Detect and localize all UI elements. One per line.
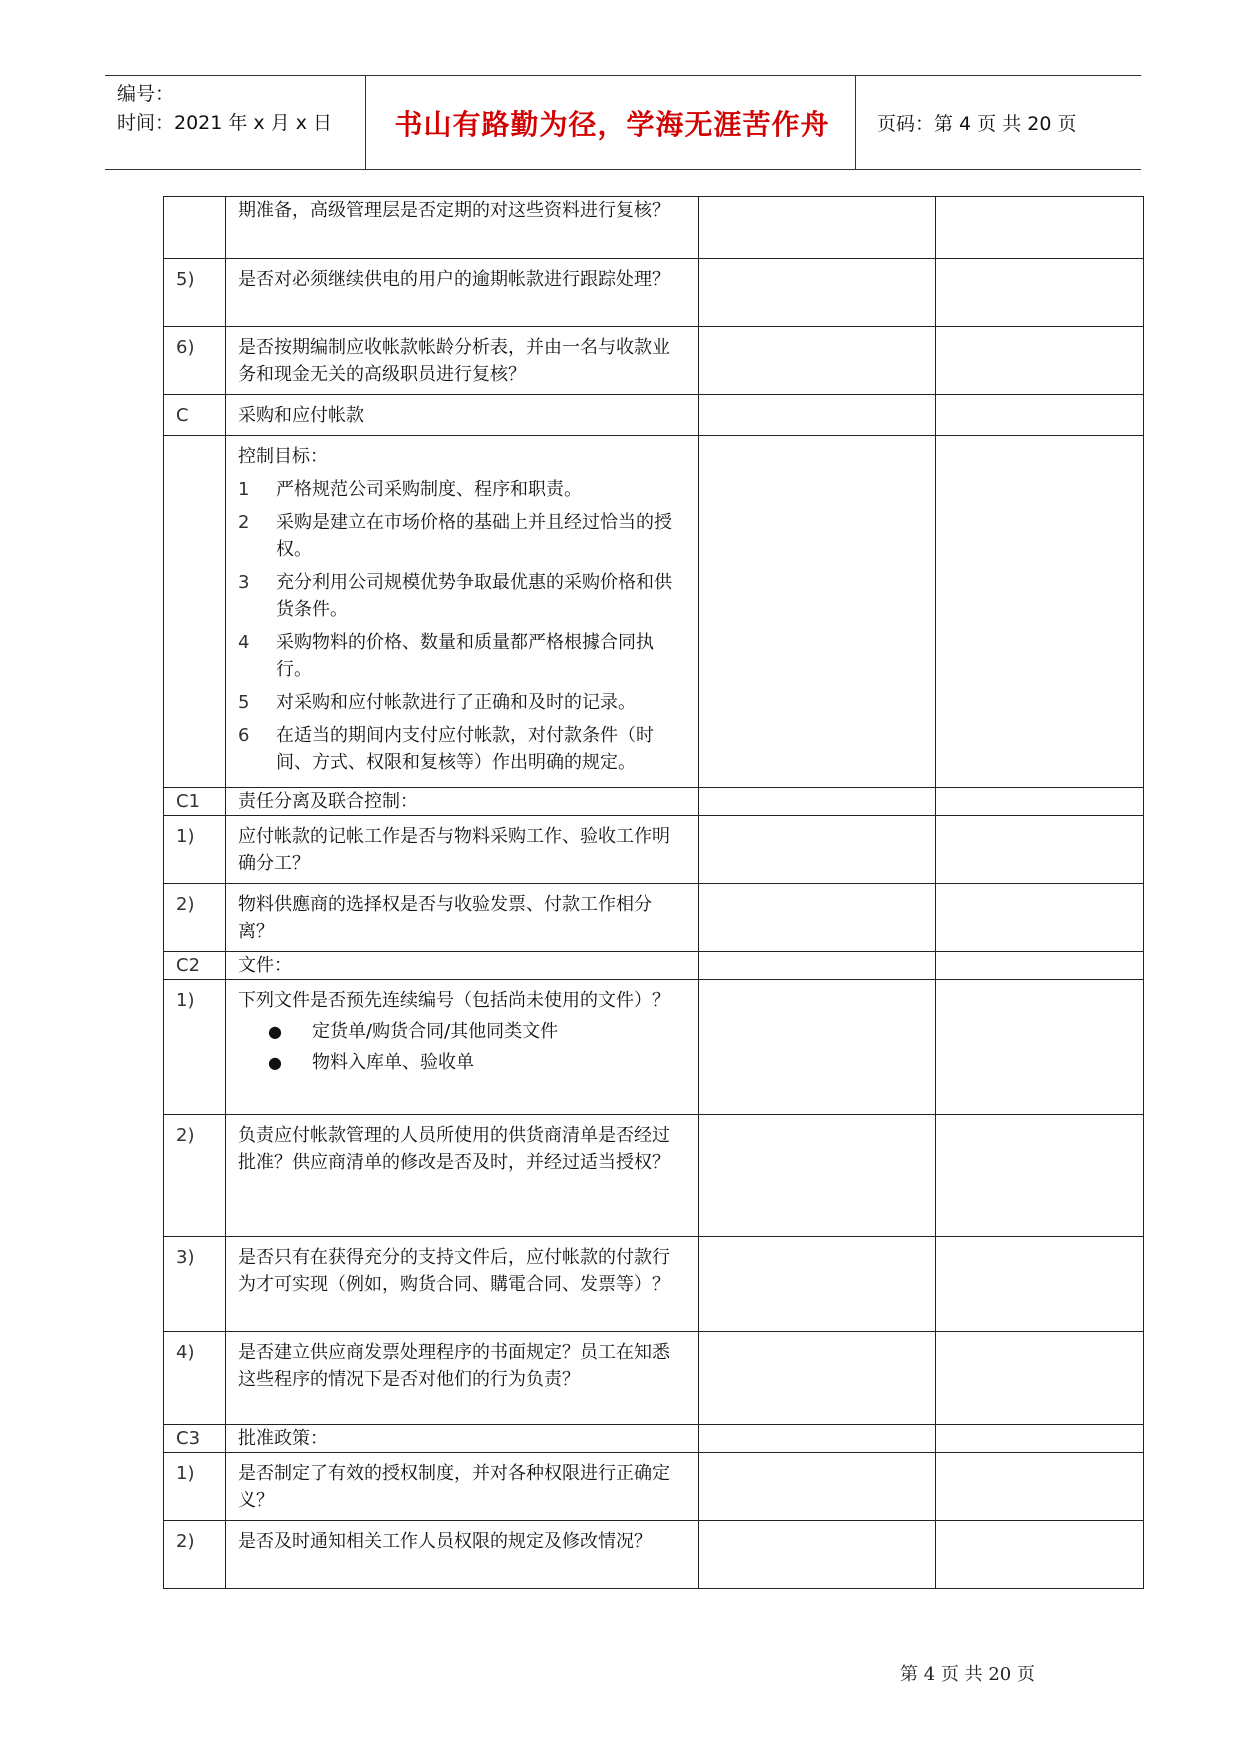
table-row (164, 197, 1144, 259)
list-item (238, 722, 686, 776)
table-row (164, 327, 1144, 395)
table-row (164, 1115, 1144, 1237)
goal-text: 严格规范公司采购制度、程序和职责。 (276, 479, 582, 500)
bullet-text: 物料入库单、验收单 (312, 1052, 474, 1073)
row-number: 5) (164, 259, 226, 327)
row-number: 2) (164, 884, 226, 952)
answer-cell (699, 1425, 936, 1453)
doc-time-label: 时间：2021 年 x 月 x 日 (117, 112, 333, 134)
row-number: 2) (164, 1521, 226, 1589)
row-number: 1) (164, 980, 226, 1115)
section-code: C2 (164, 952, 226, 980)
section-title: 责任分离及联合控制： (226, 788, 699, 816)
row-question: 物料供應商的选择权是否与收验发票、付款工作相分离？ (226, 884, 699, 952)
remark-cell (936, 197, 1144, 259)
list-item (238, 509, 686, 563)
section-code: C3 (164, 1425, 226, 1453)
row-question: 期准备，高级管理层是否定期的对这些资料进行复核？ (226, 197, 699, 259)
row-question (226, 980, 699, 1115)
goal-text: 采购物料的价格、数量和质量都严格根據合同执行。 (276, 632, 654, 680)
header-page-label: 页码：第 4 页 共 20 页 (877, 113, 1077, 135)
remark-cell (936, 1332, 1144, 1425)
row-question: 是否制定了有效的授权制度，并对各种权限进行正确定义？ (226, 1453, 699, 1521)
answer-cell (699, 1332, 936, 1425)
answer-cell (699, 788, 936, 816)
answer-cell (699, 1453, 936, 1521)
table-row (164, 1237, 1144, 1332)
remark-cell (936, 1115, 1144, 1237)
header-divider (365, 76, 366, 169)
row-number (164, 436, 226, 788)
row-number (164, 197, 226, 259)
remark-cell (936, 884, 1144, 952)
goal-text: 在适当的期间内支付应付帐款，对付款条件（时间、方式、权限和复核等）作出明确的规定。 (276, 725, 654, 773)
table-row (164, 884, 1144, 952)
row-number: 2) (164, 1115, 226, 1237)
list-item (238, 1018, 686, 1045)
remark-cell (936, 816, 1144, 884)
table-row (164, 952, 1144, 980)
goal-number: 6 (238, 725, 250, 746)
goal-number: 2 (238, 512, 250, 533)
row-question: 是否及时通知相关工作人员权限的规定及修改情况？ (226, 1521, 699, 1589)
answer-cell (699, 395, 936, 436)
list-item (238, 476, 686, 503)
list-item (238, 569, 686, 623)
row-question: 是否只有在获得充分的支持文件后，应付帐款的付款行为才可实现（例如，购货合同、購電合同、发票等）？ (226, 1237, 699, 1332)
list-item (238, 1049, 686, 1076)
table-row (164, 436, 1144, 788)
remark-cell (936, 952, 1144, 980)
row-question: 是否对必须继续供电的用户的逾期帐款进行跟踪处理？ (226, 259, 699, 327)
goal-number: 5 (238, 692, 250, 713)
answer-cell (699, 980, 936, 1115)
bullet-text: 定货单/购货合同/其他同类文件 (312, 1021, 559, 1042)
row-number: 1) (164, 1453, 226, 1521)
goal-text: 对采购和应付帐款进行了正确和及时的记录。 (276, 692, 636, 713)
bullet-icon: ● (268, 1053, 282, 1072)
control-checklist-table (163, 196, 1144, 1589)
row-number: 4) (164, 1332, 226, 1425)
table-row (164, 395, 1144, 436)
table-row (164, 259, 1144, 327)
header-meta (117, 80, 332, 138)
row-question: 应付帐款的记帐工作是否与物料采购工作、验收工作明确分工？ (226, 816, 699, 884)
goal-text: 采购是建立在市场价格的基础上并且经过恰当的授权。 (276, 512, 672, 560)
row-number: 1) (164, 816, 226, 884)
answer-cell (699, 1521, 936, 1589)
goal-number: 3 (238, 572, 250, 593)
answer-cell (699, 436, 936, 788)
bullet-icon: ● (268, 1022, 282, 1041)
answer-cell (699, 327, 936, 395)
header-divider (855, 76, 856, 169)
row-question: 负责应付帐款管理的人员所使用的供货商清单是否经过批准？供应商清单的修改是否及时，并经过适当授权？ (226, 1115, 699, 1237)
goal-number: 1 (238, 479, 250, 500)
goal-text: 充分利用公司规模优势争取最优惠的采购价格和供货条件。 (276, 572, 672, 620)
remark-cell (936, 1453, 1144, 1521)
answer-cell (699, 952, 936, 980)
list-item (238, 629, 686, 683)
section-title: 采购和应付帐款 (226, 395, 699, 436)
table-row (164, 1332, 1144, 1425)
page-footer: 第 4 页 共 20 页 (900, 1664, 1035, 1685)
answer-cell (699, 884, 936, 952)
section-code: C (164, 395, 226, 436)
table-row (164, 816, 1144, 884)
page-header (105, 75, 1141, 170)
table-row (164, 980, 1144, 1115)
row-question: 是否按期编制应收帐款帐龄分析表，并由一名与收款业务和现金无关的高级职员进行复核？ (226, 327, 699, 395)
row-number: 6) (164, 327, 226, 395)
header-slogan: 书山有路勤为径，学海无涯苦作舟 (394, 107, 830, 141)
answer-cell (699, 259, 936, 327)
remark-cell (936, 980, 1144, 1115)
section-title: 批准政策： (226, 1425, 699, 1453)
remark-cell (936, 259, 1144, 327)
answer-cell (699, 816, 936, 884)
table-row (164, 1453, 1144, 1521)
remark-cell (936, 1521, 1144, 1589)
table-row (164, 788, 1144, 816)
control-goals (226, 436, 699, 788)
table-row (164, 1521, 1144, 1589)
remark-cell (936, 1425, 1144, 1453)
question-text: 下列文件是否预先连续编号（包括尚未使用的文件）？ (238, 990, 670, 1011)
answer-cell (699, 1115, 936, 1237)
answer-cell (699, 1237, 936, 1332)
remark-cell (936, 436, 1144, 788)
remark-cell (936, 327, 1144, 395)
remark-cell (936, 395, 1144, 436)
control-goals-title: 控制目标： (238, 446, 328, 467)
list-item (238, 689, 686, 716)
goal-number: 4 (238, 632, 250, 653)
row-question: 是否建立供应商发票处理程序的书面规定？员工在知悉这些程序的情况下是否对他们的行为负责？ (226, 1332, 699, 1425)
answer-cell (699, 197, 936, 259)
remark-cell (936, 788, 1144, 816)
section-code: C1 (164, 788, 226, 816)
table-row (164, 1425, 1144, 1453)
remark-cell (936, 1237, 1144, 1332)
section-title: 文件： (226, 952, 699, 980)
doc-number-label: 编号： (117, 83, 175, 105)
row-number: 3) (164, 1237, 226, 1332)
